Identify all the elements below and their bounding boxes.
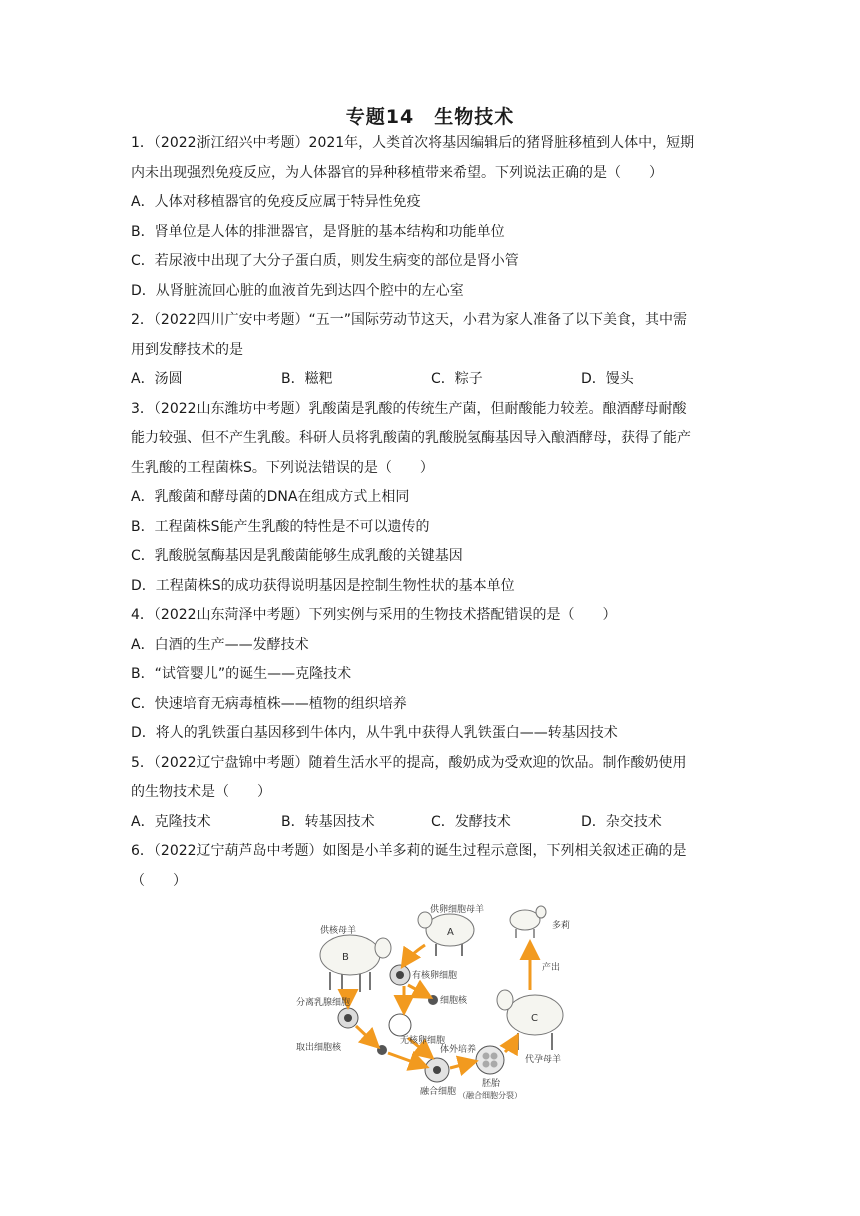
label-fused: 融合细胞 [420,1087,457,1097]
question-2-option-a: A．汤圆 [131,371,183,387]
question-3-option-b: B．工程菌株S能产生乳酸的特性是不可以遗传的 [131,518,430,535]
question-5-option-c: C．发酵技术 [431,813,511,830]
sheep-c-letter: C [531,1013,538,1024]
question-3-option-c: C．乳酸脱氢酶基因是乳酸菌能够生成乳酸的关键基因 [131,548,463,564]
embryo-cell [483,1053,490,1060]
arrow-fused-to-embryo [450,1062,473,1068]
question-1-option-c: C．若尿液中出现了大分子蛋白质，则发生病变的部位是肾小管 [131,253,519,269]
fused-cell-nucleus [433,1066,441,1074]
question-1-option-b: B．肾单位是人体的排泄器官，是肾脏的基本结构和功能单位 [131,223,505,240]
question-6-stem-line-2: （ ） [131,872,187,889]
question-2-option-b: B．糍粑 [281,371,333,387]
label-dolly: 多莉 [552,921,571,931]
dolly-cloning-diagram [290,890,590,1110]
label-birth: 产出 [542,963,561,973]
arrow-nucleus-to-fused [388,1053,424,1066]
label-donor-b: 供核母羊 [320,926,357,936]
question-5-options [131,808,731,838]
dolly-lamb [510,906,546,938]
question-4-option-c: C．快速培育无病毒植株——植物的组织培养 [131,695,407,712]
embryo-cell [491,1061,498,1068]
donor-sheep-b [320,935,391,992]
question-1-stem-line-2: 内未出现强烈免疫反应，为人体器官的异种移植带来希望。下列说法正确的是（ ） [131,164,663,181]
nucleated-egg-nucleus [396,971,404,979]
label-embryo: 胚胎 [482,1079,501,1089]
question-2-options [131,365,731,395]
embryo-cell [483,1061,490,1068]
question-3-stem-line-2: 能力较强、但不产生乳酸。科研人员将乳酸菌的乳酸脱氢酶基因导入酿酒酵母，获得了能产 [131,430,691,446]
question-2-option-c: C．粽子 [431,371,483,387]
question-1-option-d: D．从肾脏流回心脏的血液首先到达四个腔中的左心室 [131,282,464,299]
label-extract-nucleus: 取出细胞核 [296,1043,342,1053]
question-1-option-a: A．人体对移植器官的免疫反应属于特异性免疫 [131,194,421,210]
question-4-stem-line-1: 4．（2022山东菏泽中考题）下列实例与采用的生物技术搭配错误的是（ ） [131,607,617,623]
sheep-a-letter: A [447,927,454,938]
label-culture: 体外培养 [440,1045,477,1055]
label-mammary [296,996,350,1008]
arrow-a-to-egg [404,945,425,964]
question-3-stem-line-3: 生乳酸的工程菌株S。下列说法错误的是（ ） [131,459,434,476]
question-1-stem-line-1: 1．（2022浙江绍兴中考题）2021年，人类首次将基因编辑后的猪肾脏移植到人体中，短期 [131,135,695,151]
question-3-option-d: D．工程菌株S的成功获得说明基因是控制生物性状的基本单位 [131,577,515,594]
embryo [476,1046,504,1074]
question-5-stem-line-2: 的生物技术是（ ） [131,784,271,800]
arrow-embryo-to-surrogate [505,1038,516,1052]
question-2-stem-line-2: 用到发酵技术的是 [131,341,243,358]
label-mammary-text: 分离乳腺细胞 [296,998,351,1008]
question-2-stem-line-1: 2．（2022四川广安中考题）“五一”国际劳动节这天，小君为家人准备了以下美食，其中需 [131,312,688,328]
surrogate-sheep-c [497,990,563,1050]
question-4-option-a: A．白酒的生产——发酵技术 [131,636,309,653]
question-4-option-b: B．“试管婴儿”的诞生——克隆技术 [131,666,352,682]
question-5-option-d: D．杂交技术 [581,813,662,830]
label-surrogate: 代孕母羊 [525,1055,562,1065]
question-5-option-b: B．转基因技术 [281,813,375,830]
label-nucleus: 细胞核 [440,996,468,1006]
question-list [131,129,731,896]
sheep-b-letter: B [342,952,349,963]
label-enucleated-egg: 无核卵细胞 [400,1036,446,1046]
extracted-nucleus [377,1045,387,1055]
question-4-option-d: D．将人的乳铁蛋白基因移到牛体内，从牛乳中获得人乳铁蛋白——转基因技术 [131,725,618,741]
embryo-cell [491,1053,498,1060]
enucleated-egg [389,1014,411,1036]
question-3-stem-line-1: 3．（2022山东潍坊中考题）乳酸菌是乳酸的传统生产菌，但耐酸能力较差。酿酒酵母耐酸 [131,400,687,417]
label-nucleated-egg: 有核卵细胞 [412,971,458,981]
label-embryo-note: （融合细胞分裂） [458,1091,522,1100]
mammary-cell-nucleus [344,1014,352,1022]
question-5-option-a: A．克隆技术 [131,813,211,830]
donor-sheep-a [418,912,474,956]
arrow-egg-to-nucleus [408,985,428,996]
page-title: 专题14 生物技术 [345,106,515,128]
label-donor-a: 供卵细胞母羊 [430,905,485,915]
arrow-mammary-to-nucleus [356,1026,376,1045]
removed-nucleus [428,995,438,1005]
question-6-stem-line-1: 6．（2022辽宁葫芦岛中考题）如图是小羊多莉的诞生过程示意图，下列相关叙述正确的是 [131,843,687,859]
question-5-stem-line-1: 5．（2022辽宁盘锦中考题）随着生活水平的提高，酸奶成为受欢迎的饮品。制作酸奶使用 [131,754,687,771]
question-2-option-d: D．馒头 [581,371,634,387]
question-3-option-a: A．乳酸菌和酵母菌的DNA在组成方式上相同 [131,489,410,505]
